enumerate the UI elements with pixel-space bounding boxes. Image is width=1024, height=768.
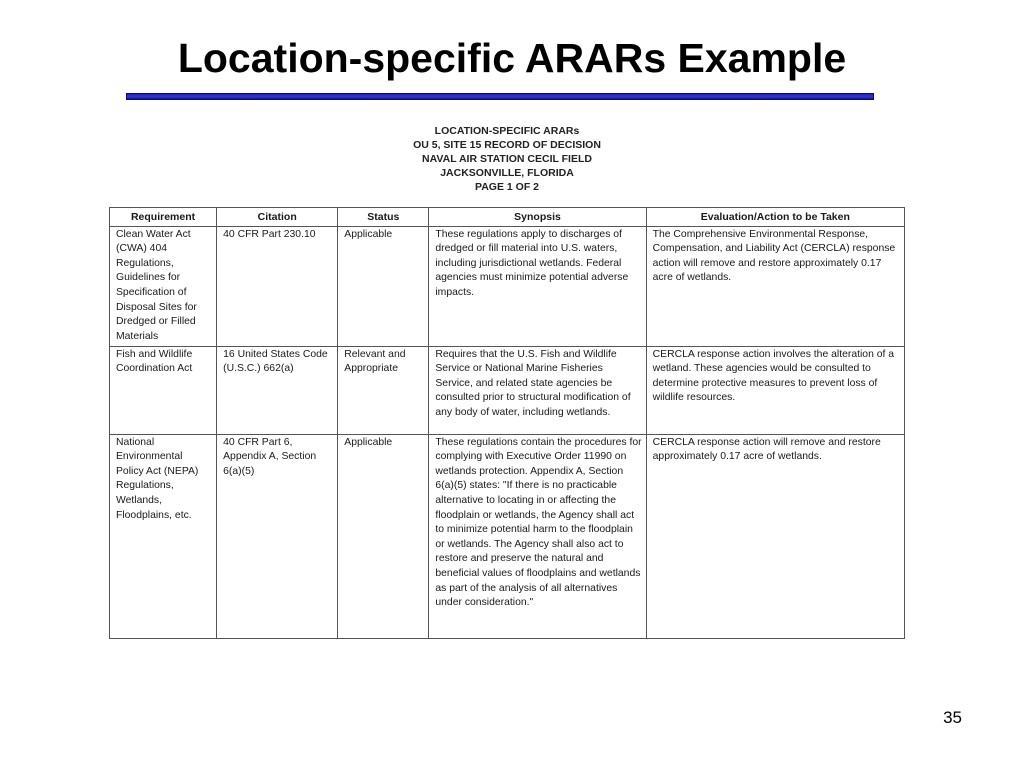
cell-requirement: National Environmental Policy Act (NEPA) Regulations, Wetlands, Floodplains, etc.	[110, 434, 217, 638]
header-synopsis: Synopsis	[429, 208, 646, 227]
table-header-row	[110, 208, 905, 227]
cell-synopsis: These regulations contain the procedures for complying with Executive Order 11990 on wetlands protection. Appendix A, Section 6(a)(5) states: "If there is no practicable alternative to locating in or affecting the floodplain or wetlands, the Agency shall act to minimize potential harm to the floodplain or wetlands. The Agency shall also act to restore and preserve the natural and beneficial values of floodplains and wetlands as part of the analysis of all alternatives under consideration."	[429, 434, 646, 638]
cell-citation: 16 United States Code (U.S.C.) 662(a)	[217, 346, 338, 434]
cell-requirement: Clean Water Act (CWA) 404 Regulations, Guidelines for Specification of Disposal Sites for Dredged or Filled Materials	[110, 226, 217, 346]
title-underline	[126, 93, 874, 100]
document-heading	[300, 124, 714, 194]
page-number: 35	[943, 708, 962, 727]
heading-line: JACKSONVILLE, FLORIDA	[440, 167, 574, 179]
header-citation: Citation	[217, 208, 338, 227]
cell-citation: 40 CFR Part 6, Appendix A, Section 6(a)(5)	[217, 434, 338, 638]
cell-status: Relevant and Appropriate	[338, 346, 429, 434]
heading-line: OU 5, SITE 15 RECORD OF DECISION	[413, 139, 601, 151]
arars-table	[109, 207, 905, 639]
cell-requirement: Fish and Wildlife Coordination Act	[110, 346, 217, 434]
heading-line: PAGE 1 OF 2	[475, 181, 539, 193]
cell-synopsis: These regulations apply to discharges of dredged or fill material into U.S. waters, including jurisdictional wetlands. Federal agencies must minimize potential adverse impacts.	[429, 226, 646, 346]
heading-line: LOCATION-SPECIFIC ARARs	[434, 125, 580, 137]
cell-evaluation: CERCLA response action will remove and restore approximately 0.17 acre of wetlands.	[646, 434, 904, 638]
cell-evaluation: The Comprehensive Environmental Response, Compensation, and Liability Act (CERCLA) response action will remove and restore approximately 0.17 acre of wetlands.	[646, 226, 904, 346]
slide-title: Location-specific ARARs Example	[177, 35, 847, 81]
cell-synopsis: Requires that the U.S. Fish and Wildlife Service or National Marine Fisheries Service, and related state agencies be consulted prior to structural modification of any body of water, including wetlands.	[429, 346, 646, 434]
header-evaluation: Evaluation/Action to be Taken	[646, 208, 904, 227]
header-requirement: Requirement	[110, 208, 217, 227]
cell-evaluation: CERCLA response action involves the alteration of a wetland. These agencies would be consulted to determine protective measures to prevent loss of wildlife resources.	[646, 346, 904, 434]
cell-status: Applicable	[338, 434, 429, 638]
header-status: Status	[338, 208, 429, 227]
cell-citation: 40 CFR Part 230.10	[217, 226, 338, 346]
heading-line: NAVAL AIR STATION CECIL FIELD	[422, 153, 592, 165]
table-row	[110, 434, 905, 638]
cell-status: Applicable	[338, 226, 429, 346]
table-row	[110, 346, 905, 434]
table-row	[110, 226, 905, 346]
